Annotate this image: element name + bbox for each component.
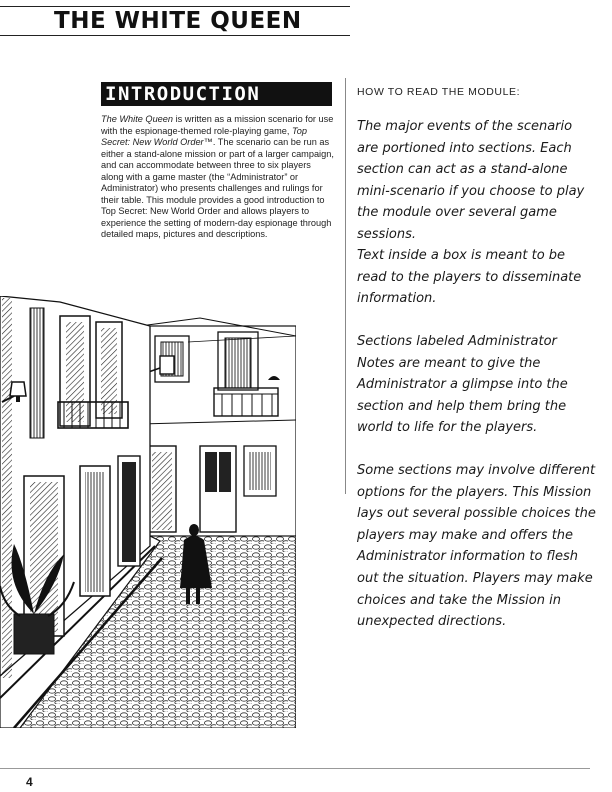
game-title-italic: Top Secret: New World Order™ (101, 125, 308, 148)
module-title-italic: The White Queen (101, 114, 174, 124)
page-number: 4 (26, 775, 33, 789)
street-illustration (0, 296, 296, 728)
introduction-body (101, 114, 334, 241)
how-to-paragraph-1: The major events of the scenario are portioned into sections. Each section can act as a stand-alone mini-scenario if you choose to play the module over several game sessions. (357, 119, 585, 242)
footer-rule (0, 768, 590, 769)
intro-text-1: is written as a mission scenario for use with the espionage-themed role-playing game, (101, 114, 334, 136)
title-bar (0, 6, 350, 36)
how-to-paragraph-3: Sections labeled Administrator Notes are meant to give the Administrator a glimpse into the section and help them bring the world to life for the players. (357, 334, 568, 436)
how-to-paragraph-4: Some sections may involve different options for the players. This Mission lays out several possible choices the players may make and offers the Administrator information to flesh out the situation. Players may make choices and take the Mission in unexpected directions. (357, 463, 596, 630)
column-divider (345, 78, 346, 494)
how-to-read-heading: HOW TO READ THE MODULE: (357, 86, 521, 98)
page-title: THE WHITE QUEEN (54, 8, 302, 34)
how-to-paragraph-2: Text inside a box is meant to be read to the players to disseminate information. (357, 248, 582, 307)
introduction-heading (101, 82, 332, 106)
intro-text-2: . The scenario can be run as either a stand-alone mission or part of a larger campaign, and can accommodate between three to six players along with a game master (the “Administrator” or Administrator) who presents challenges and rulings for their table. This module provides a good introduction to Top Secret: New World Order and allows players to experience the setting of modern-day espionage through detailed maps, pictures and descriptions. (101, 137, 334, 240)
introduction-heading-text: INTRODUCTION (105, 83, 261, 105)
